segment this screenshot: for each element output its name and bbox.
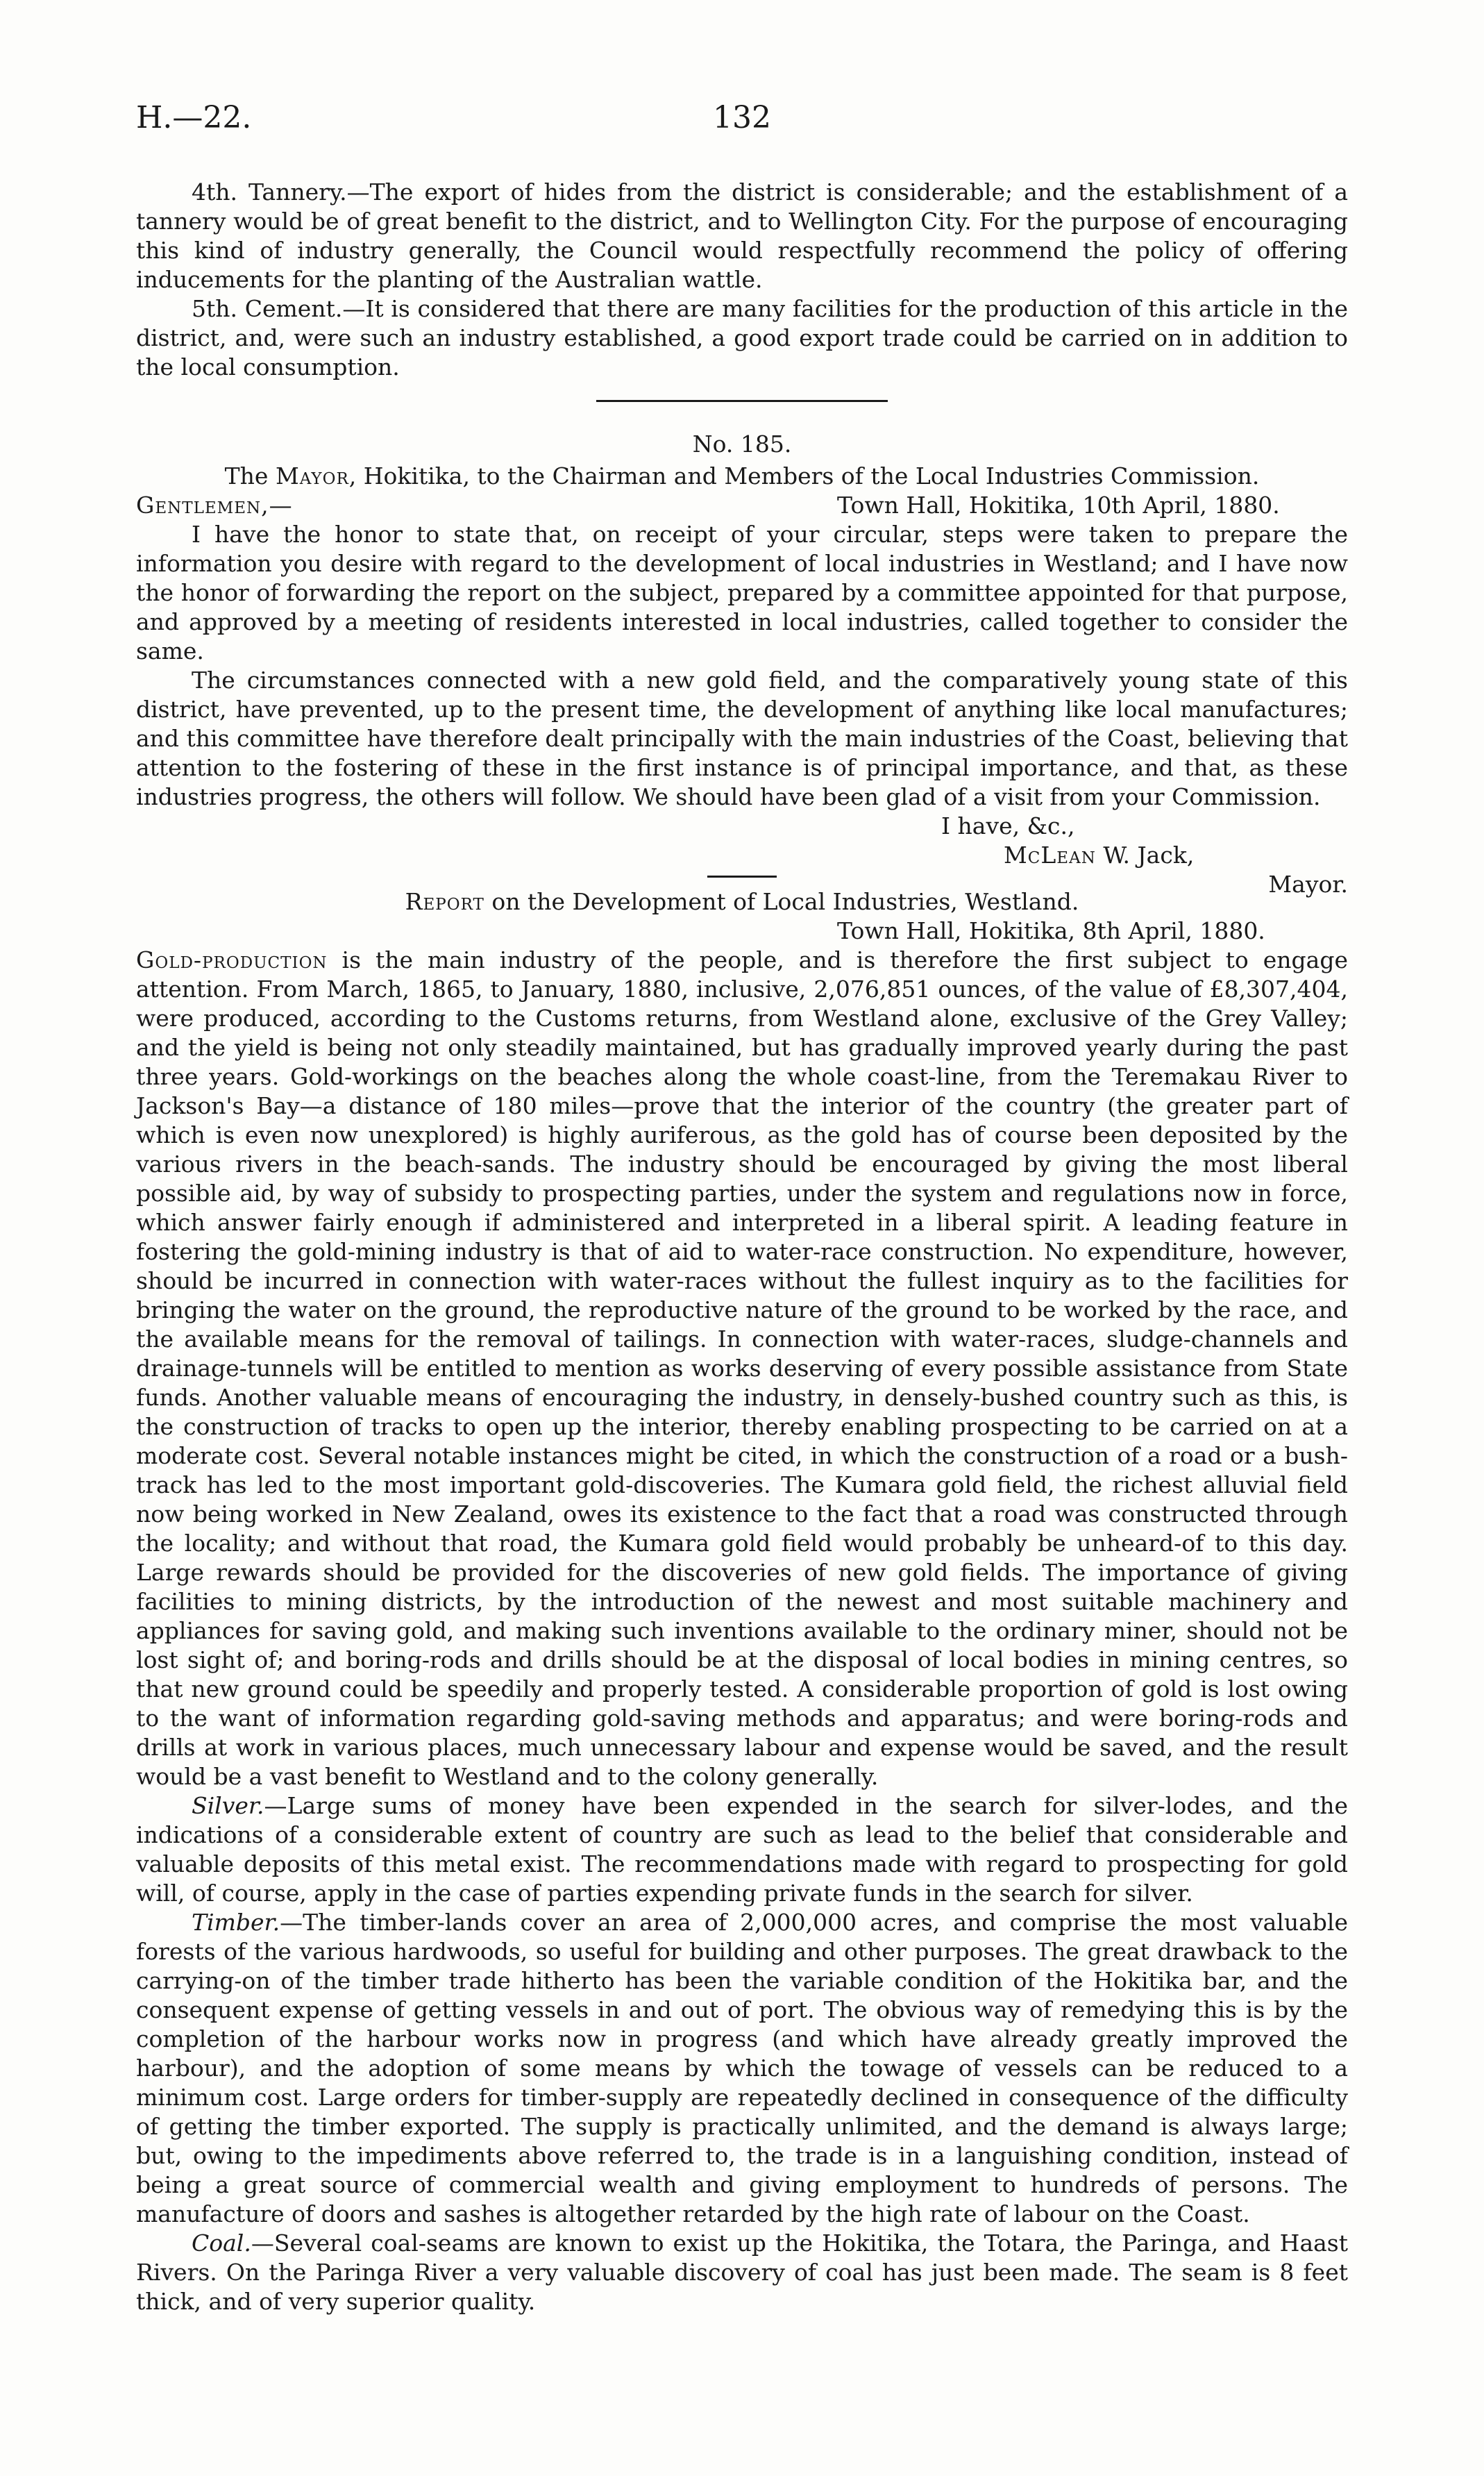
parliamentary-paper-ref: H.—22. — [136, 100, 252, 135]
page-header — [136, 97, 1348, 139]
timber-text: —The timber-lands cover an area of 2,000,000 acres, and comprise the most valuable forests of the various hardwoods, so useful for building and other purposes. The great drawback to the carrying-on of the timber trade hitherto has been the variable condition of the Hokitika bar, and the consequent expense of getting vessels in and out of port. The obvious way of remedying this is by the completion of the harbour works now in progress (and which have already greatly improved the harbour), and the adoption of some means by which the towage of vessels can be reduced to a minimum cost. Large orders for timber-supply are repeatedly declined in consequence of the difficulty of getting the timber exported. The supply is practically unlimited, and the demand is always large; but, owing to the impediments above referred to, the trade is in a languishing condition, instead of being a great source of commercial wealth and giving employment to hundreds of persons. The manufacture of doors and sashes is altogether retarded by the high rate of labour on the Coast. — [136, 1909, 1348, 2227]
tannery-paragraph — [136, 178, 1348, 294]
silver-paragraph — [136, 1791, 1348, 1908]
signer-title-row — [136, 870, 1348, 899]
letter-location-date: Town Hall, Hokitika, 10th April, 1880. — [837, 492, 1280, 519]
page-body — [136, 178, 1348, 2316]
closing-row — [136, 812, 1348, 841]
report-title-lead: Report — [405, 888, 484, 915]
silver-text: —Large sums of money have been expended in the search for silver-lodes, and the indications of a considerable extent of country are such as lead to the belief that considerable and valuable deposits of this metal exist. The recommendations made with regard to prospecting for gold will, of course, apply in the case of parties expending private funds in the search for silver. — [136, 1792, 1348, 1907]
gold-production-paragraph — [136, 946, 1348, 1791]
signer-surname-prefix: McLean — [1004, 842, 1096, 869]
address-after: , Hokitika, to the Chairman and Members of the Local Industries Commission. — [348, 462, 1260, 490]
address-before: The — [224, 462, 276, 490]
letter-paragraph-1: I have the honor to state that, on receipt of your circular, steps were taken to prepare the information you desire with regard to the development of local industries in Westland; and I have now the honor of forwarding the report on the subject, prepared by a committee appointed for that purpose, and approved by a meeting of residents interested in local industries, called together to consider the same. — [136, 521, 1348, 664]
address-mayor: Mayor — [275, 462, 349, 490]
silver-label: Silver. — [192, 1792, 264, 1819]
cement-label: 5th. Cement. — [192, 295, 343, 322]
letter-closing: I have, &c., — [941, 812, 1075, 839]
timber-paragraph — [136, 1908, 1348, 2229]
salutation-row — [136, 491, 1348, 520]
coal-text: —Several coal-seams are known to exist up the Hokitika, the Totara, the Paringa, and Haast Rivers. On the Paringa River a very valuable discovery of coal has just been made. The seam is 8 feet thick, and of very superior quality. — [136, 2230, 1348, 2315]
salutation: Gentlemen,— — [136, 492, 293, 519]
signer-name — [1004, 841, 1194, 870]
coal-label: Coal. — [192, 2230, 251, 2257]
cement-text: —It is considered that there are many facilities for the production of this article in the district, and, were such an industry established, a good export trade could be carried on in addition to the local consumption. — [136, 295, 1348, 380]
tannery-label: 4th. Tannery. — [192, 178, 347, 206]
letter-number: No. 185. — [692, 430, 792, 458]
cement-paragraph — [136, 294, 1348, 382]
letter-address — [136, 462, 1348, 491]
signer-name-rest: W. Jack, — [1095, 842, 1195, 869]
report-title-rest: on the Development of Local Industries, Westland. — [484, 888, 1079, 915]
coal-paragraph — [136, 2229, 1348, 2316]
gold-production-label: Gold-production — [136, 946, 328, 973]
letter-paragraph-2: The circumstances connected with a new gold field, and the comparatively young state of this district, have prevented, up to the present time, the development of anything like local manufactures; and this committee have therefore dealt principally with the main industries of the Coast, believing that attention to the fostering of these in the first instance is of principal importance, and that, as these industries progress, the others will follow. We should have been glad of a visit from your Commission. — [136, 667, 1348, 810]
gold-production-text: is the main industry of the people, and is therefore the first subject to engage attention. From March, 1865, to January, 1880, inclusive, 2,076,851 ounces, of the value of £8,307,404, were produced, according to the Customs returns, from Westland alone, exclusive of the Grey Valley; and the yield is being not only steadily maintained, but has gradually improved yearly during the past three years. Gold-workings on the beaches along the whole coast-line, from the Teremakau River to Jackson's Bay—a distance of 180 miles—prove that the interior of the country (the greater part of which is even now unexplored) is highly auriferous, as the gold has of course been deposited by the various rivers in the beach-sands. The industry should be encouraged by giving the most liberal possible aid, by way of subsidy to prospecting parties, under the system and regulations now in force, which answer fairly enough if administered and interpreted in a liberal spirit. A leading feature in fostering the gold-mining industry is that of aid to water-race construction. No expenditure, however, should be incurred in connection with water-races without the fullest inquiry as to the facilities for bringing the water on the ground, the reproductive nature of the ground to be worked by the race, and the available means for the removal of tailings. In connection with water-races, sludge-channels and drainage-tunnels will be entitled to mention as works deserving of every possible assistance from State funds. Another valuable means of encouraging the industry, in densely-bushed country such as this, is the construction of tracks to open up the interior, thereby enabling prospecting to be carried on at a moderate cost. Several notable instances might be cited, in which the construction of a road or a bush-track has led to the most important gold-discoveries. The Kumara gold field, the richest alluvial field now being worked in New Zealand, owes its existence to the fact that a road was constructed through the locality; and without that road, the Kumara gold field would probably be unheard-of to this day. Large rewards should be provided for the discoveries of new gold fields. The importance of giving facilities to mining districts, by the introduction of the newest and most suitable machinery and appliances for saving gold, and making such inventions available to the ordinary miner, should not be lost sight of; and boring-rods and drills should be at the disposal of local bodies in mining centres, so that new ground could be speedily and properly tested. A considerable proportion of gold is lost owing to the want of information regarding gold-saving methods and apparatus; and were boring-rods and drills at work in various places, much unnecessary labour and expense would be saved, and the result would be a vast benefit to Westland and to the colony generally. — [136, 946, 1348, 1790]
section-divider — [596, 400, 888, 402]
signer-row — [136, 841, 1348, 870]
timber-label: Timber. — [192, 1909, 280, 1936]
page-number: 132 — [713, 100, 771, 135]
report-location-date: Town Hall, Hokitika, 8th April, 1880. — [837, 917, 1265, 944]
tannery-text: —The export of hides from the district is considerable; and the establishment of a tannery would be of great benefit to the district, and to Wellington City. For the purpose of encouraging this kind of industry generally, the Council would respectfully recommend the policy of offering inducements for the planting of the Australian wattle. — [136, 178, 1348, 293]
signer-title: Mayor. — [1268, 871, 1348, 898]
